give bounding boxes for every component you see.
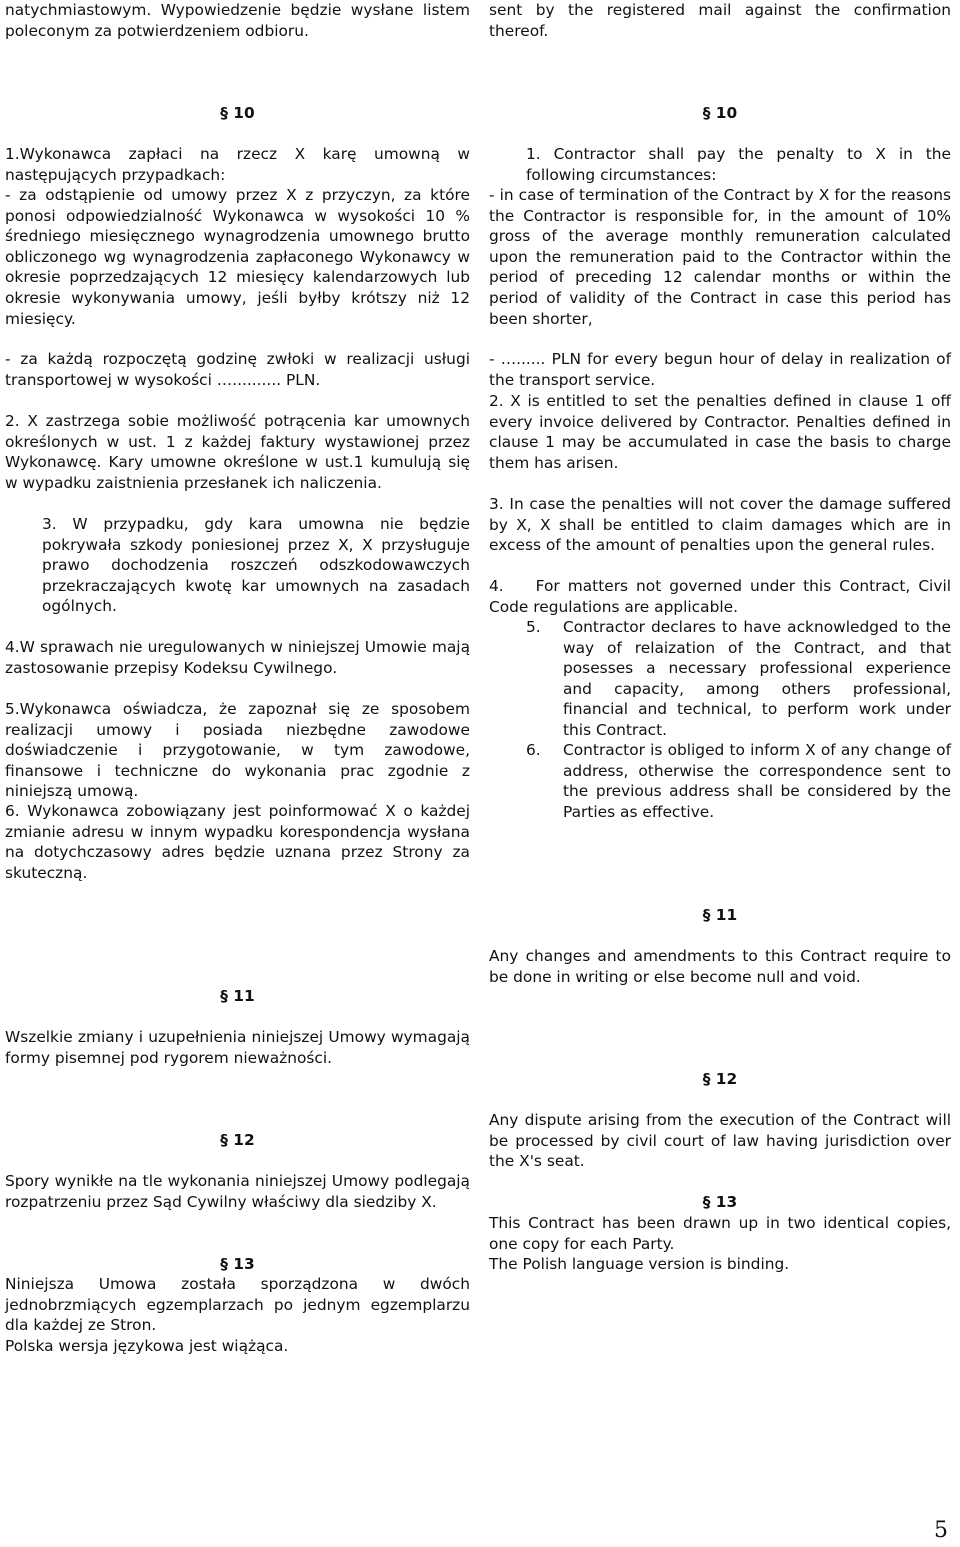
clause-6 (489, 740, 951, 822)
clause-4: 4. For matters not governed under this Contract, Civil Code regulations are applicable. (489, 577, 951, 616)
section-11-heading: § 11 (220, 987, 255, 1005)
clause-6-text: Contractor is obliged to inform X of any change of address, otherwise the correspondence sent to the previous address shall be considered by the Parties as effective. (563, 741, 951, 821)
clause-2: 2. X is entitled to set the penalties defined in clause 1 off every invoice delivered by Contractor. Penalties defined in clause 1 may be accumulated in case the basis to charge them has arisen. (489, 392, 951, 472)
section-13-text: Niniejsza Umowa została sporządzona w dwóch jednobrzmiących egzemplarzach po jednym egzemplarzu dla każdej ze Stron. (5, 1275, 470, 1335)
clause-3: 3. In case the penalties will not cover the damage suffered by X, X shall be entitled to claim damages which are in excess of the amount of penalties upon the general rules. (489, 495, 951, 555)
clause-5-number: 5. (526, 618, 541, 636)
section-10-heading: § 10 (702, 104, 738, 122)
clause-1-point-b: - …...... PLN for every begun hour of delay in realization of the transport service. (489, 350, 951, 389)
clause-5 (489, 617, 951, 741)
clause-1-point-b: - za każdą rozpoczętą godzinę zwłoki w realizacji usługi transportowej w wysokości ….......... PLN. (5, 350, 470, 389)
intro-text: natychmiastowym. Wypowiedzenie będzie wysłane listem poleconym za potwierdzeniem odbioru. (5, 1, 470, 40)
section-11-heading: § 11 (702, 906, 738, 924)
clause-1-point-a: - za odstąpienie od umowy przez X z przyczyn, za które ponosi odpowiedzialność Wykonawca w wysokości 10 % średniego miesięcznego wynagrodzenia umownego brutto obliczonego wg wynagrodzenia zapłaconego Wykonawcy w okresie poprzedzających 12 miesięcy kalendarzowych lub okresie wykonywania umowy, jeśli byłby krótszy niż 12 miesięcy. (5, 186, 470, 328)
clause-2: 2. X zastrzega sobie możliwość potrącenia kar umownych określonych w ust. 1 z każdej faktury wystawionej przez Wykonawcę. Kary umowne określone w ust.1 kumulują się w wypadku zaistnienia przesłanek ich naliczenia. (5, 412, 470, 492)
clause-1-heading: 1.Wykonawca zapłaci na rzecz X karę umowną w następujących przypadkach: (5, 145, 470, 184)
section-13-heading: § 13 (702, 1193, 738, 1211)
section-11-text: Any changes and amendments to this Contract require to be done in writing or else become null and void. (489, 947, 951, 986)
section-12-heading: § 12 (702, 1070, 738, 1088)
clause-3: 3. W przypadku, gdy kara umowna nie będzie pokrywała szkody poniesionej przez X, X przysługuje prawo dochodzenia roszczeń odszkodowawczych przekraczających kwotę kar umownych na zasadach ogólnych. (42, 515, 470, 616)
clause-1-heading: 1. Contractor shall pay the penalty to X in the following circumstances: (526, 145, 951, 184)
section-13-text: This Contract has been drawn up in two identical copies, one copy for each Party. (489, 1214, 951, 1253)
section-12-text: Spory wynikłe na tle wykonania niniejszej Umowy podlegają rozpatrzeniu przez Sąd Cywilny właściwy dla siedziby X. (5, 1172, 470, 1211)
section-13-text-2: The Polish language version is binding. (489, 1255, 790, 1273)
clause-1-point-a: - in case of termination of the Contract by X for the reasons the Contractor is responsible for, in the amount of 10% gross of the average monthly remuneration calculated upon the remuneration paid to the Contractor within the period of preceding 12 calendar months or within the period of validity of the Contract in case this period has been shorter, (489, 186, 951, 328)
clause-5-text: Contractor declares to have acknowledged to the way of relaization of the Contract, and that posesses a necessary professional experience and capacity, among others professional, financial and technical, to perform work under this Contract. (563, 618, 951, 739)
clause-4: 4.W sprawach nie uregulowanych w niniejszej Umowie mają zastosowanie przepisy Kodeksu Cywilnego. (5, 638, 470, 677)
clause-5: 5.Wykonawca oświadcza, że zapoznał się ze sposobem realizacji umowy i posiada niezbędne zawodowe doświadczenie i przygotowanie, w tym zawodowe, finansowe i techniczne do wykonania prac zgodnie z niniejszą umową. (5, 700, 470, 801)
section-12-heading: § 12 (220, 1131, 255, 1149)
clause-6: 6. Wykonawca zobowiązany jest poinformować X o każdej zmianie adresu w innym wypadku korespondencja wysłana na dotychczasowy adres będzie uznana przez Strony za skuteczną. (5, 802, 470, 882)
section-11-text: Wszelkie zmiany i uzupełnienia niniejszej Umowy wymagają formy pisemnej pod rygorem nieważności. (5, 1028, 470, 1067)
intro-text: sent by the registered mail against the confirmation thereof. (489, 1, 951, 40)
page-number: 5 (934, 1518, 948, 1543)
section-13-text-2: Polska wersja językowa jest wiążąca. (5, 1337, 289, 1355)
section-12-text: Any dispute arising from the execution of the Contract will be processed by civil court of law having jurisdiction over the X's seat. (489, 1111, 951, 1171)
clause-6-number: 6. (526, 741, 541, 759)
section-10-heading: § 10 (220, 104, 255, 122)
section-13-heading: § 13 (220, 1255, 255, 1273)
